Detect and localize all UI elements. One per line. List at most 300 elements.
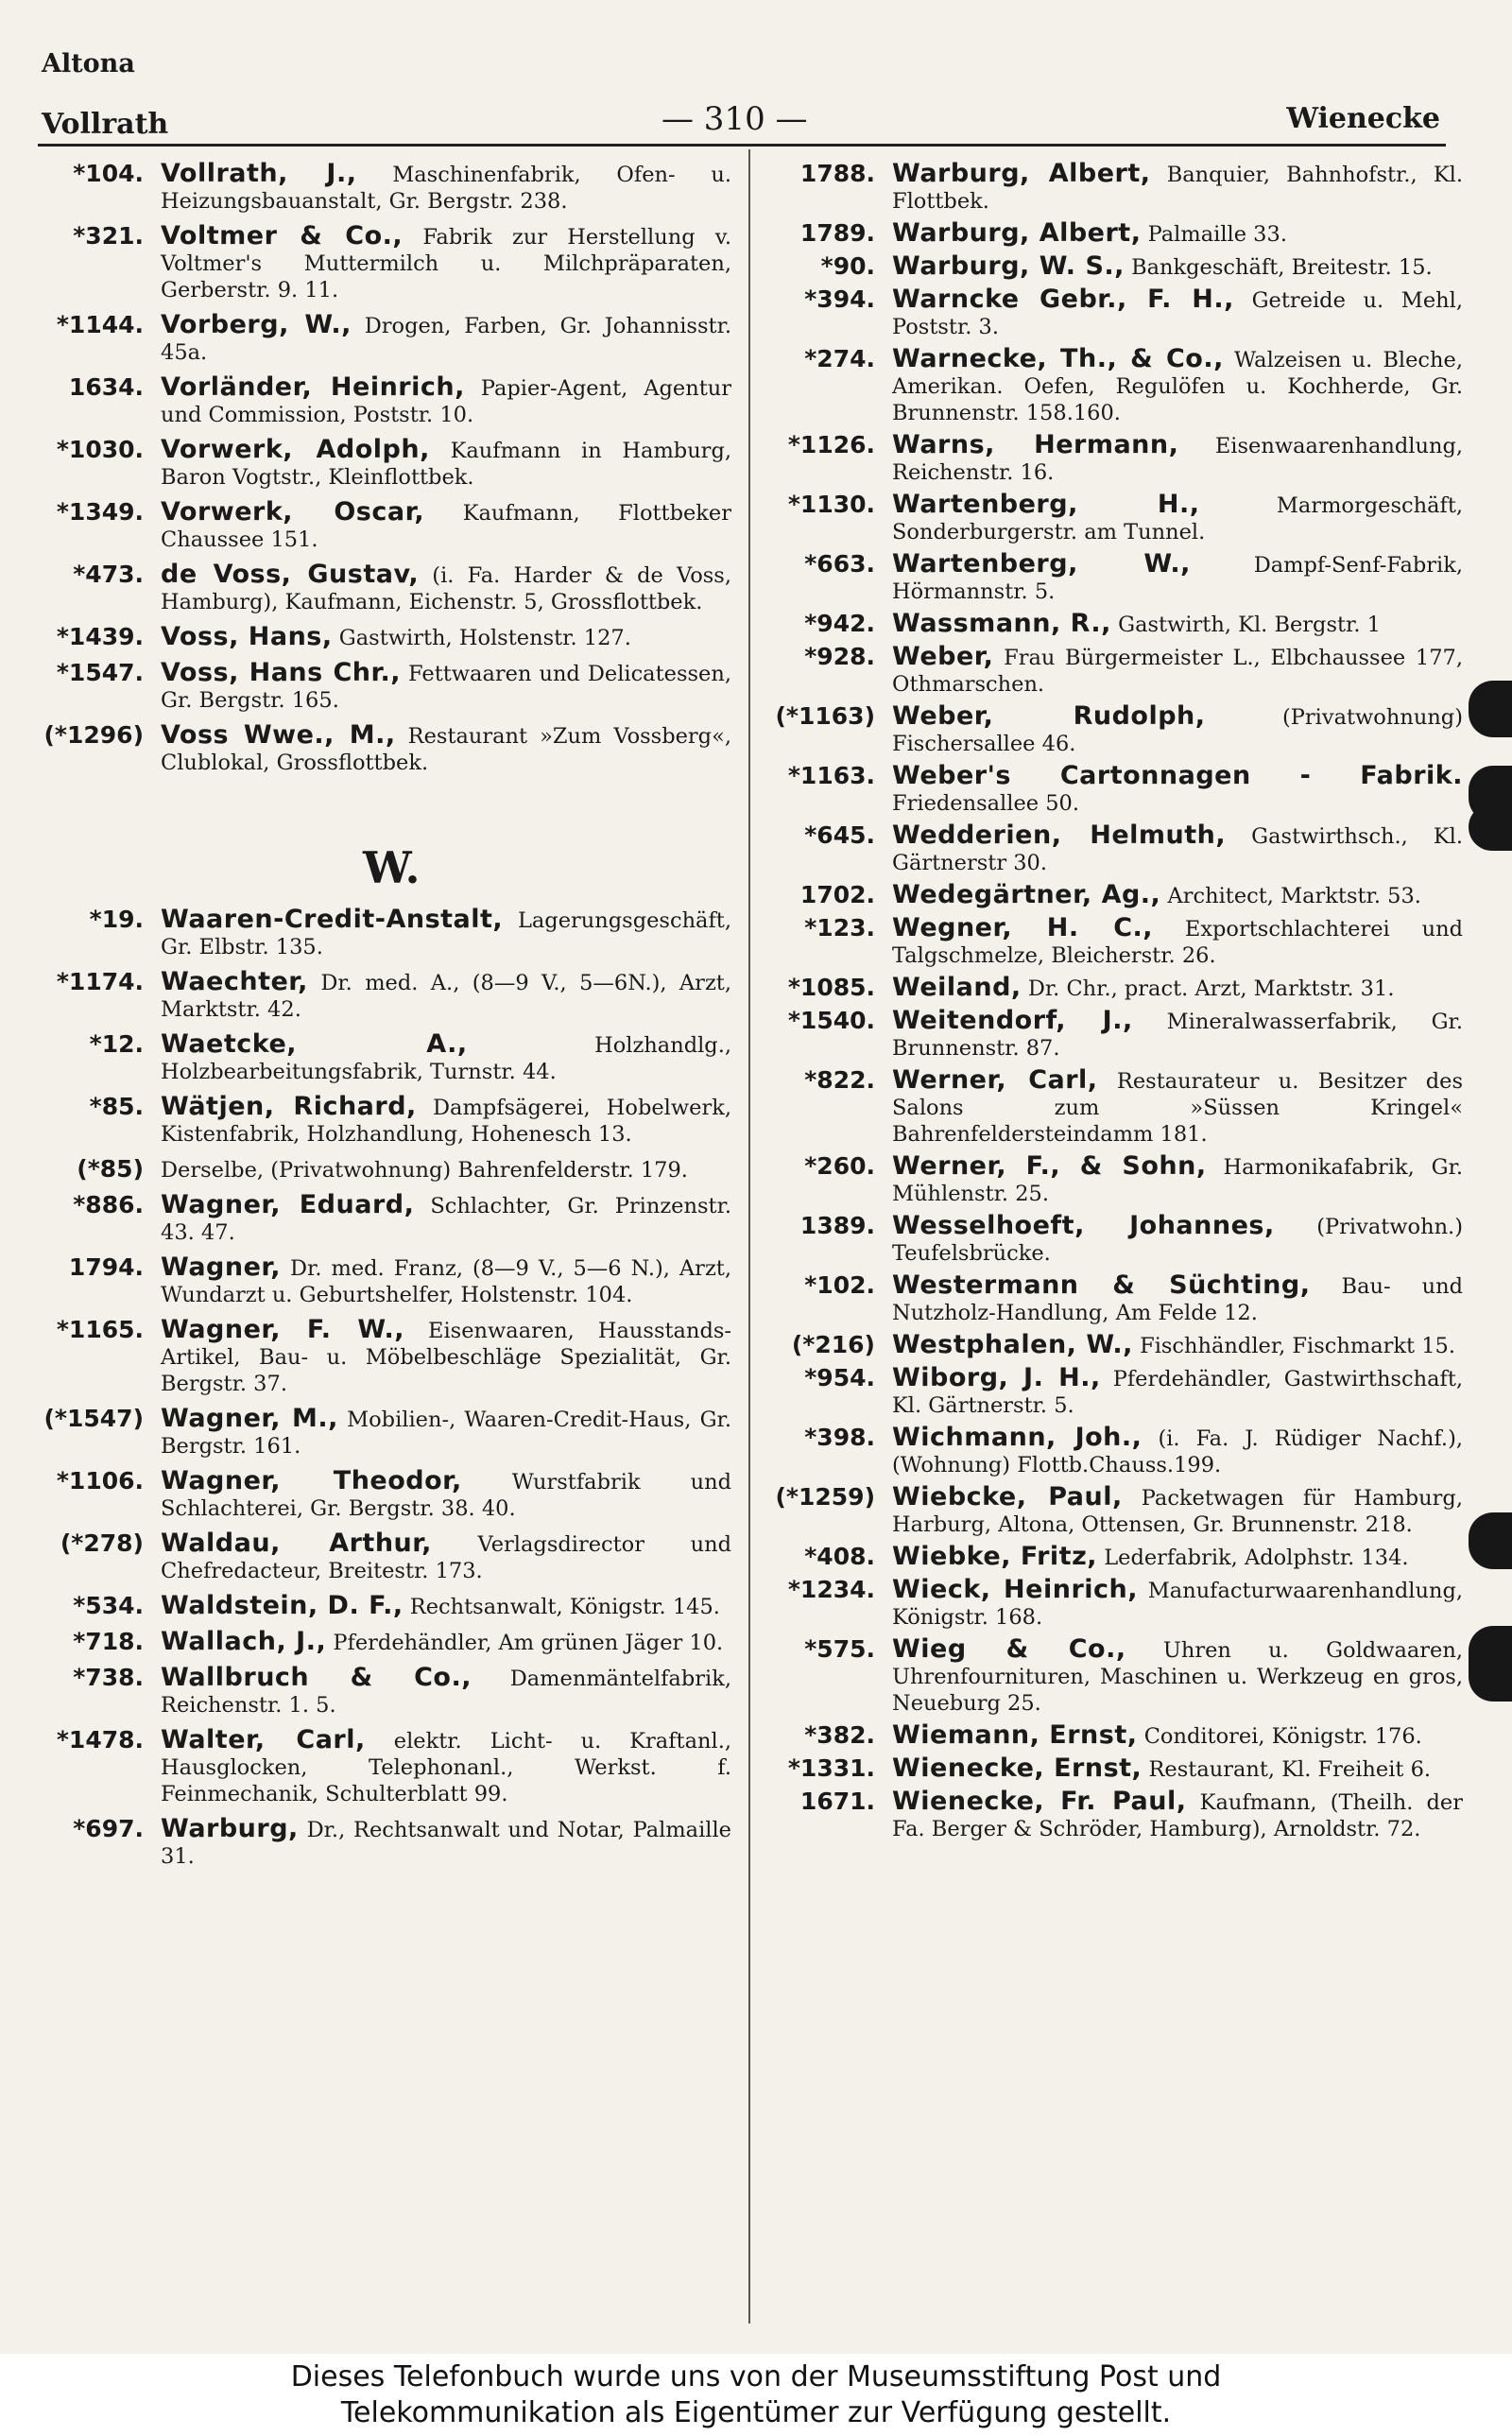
subscriber-name: Vorwerk, Adolph,: [161, 435, 430, 464]
directory-entry: [32, 1254, 731, 1308]
phone-number: *1331.: [787, 1754, 875, 1782]
subscriber-details: Getreide u. Mehl, Poststr. 3.: [892, 288, 1463, 339]
phone-number: 1389.: [799, 1212, 875, 1239]
subscriber-name: Wiborg, J. H.,: [892, 1363, 1101, 1392]
phone-number: *473.: [73, 561, 144, 588]
phone-number: 1789.: [799, 219, 875, 247]
phone-number: *1478.: [56, 1726, 144, 1754]
subscriber-name: Werner, Carl,: [892, 1065, 1098, 1095]
directory-entry: [32, 660, 731, 714]
directory-entry: [32, 437, 731, 491]
phone-number: (*1259): [775, 1483, 875, 1511]
entry-body: [161, 1031, 731, 1085]
directory-entry: [32, 1406, 731, 1460]
subscriber-name: Waechter,: [161, 967, 308, 996]
entry-body: [892, 1365, 1463, 1419]
entry-body: [892, 975, 1463, 1002]
subscriber-name: Wagner, M.,: [161, 1404, 338, 1433]
subscriber-name: Walter, Carl,: [161, 1725, 366, 1754]
running-head-first-entry: Vollrath: [42, 108, 169, 141]
subscriber-details: Wurstfabrik und Schlachterei, Gr. Bergstr. 38. 40.: [161, 1470, 731, 1521]
directory-entry: [764, 822, 1463, 876]
entry-body: [161, 624, 731, 651]
subscriber-details: (i. Fa. Harder & de Voss, Hamburg), Kaufmann, Eichenstr. 5, Grossflottbek.: [161, 563, 731, 614]
directory-entry: [32, 561, 731, 615]
directory-entry: [764, 1484, 1463, 1538]
subscriber-details: Rechtsanwalt, Königstr. 145.: [409, 1595, 720, 1619]
subscriber-details: (Privatwohn.) Teufelsbrücke.: [892, 1215, 1463, 1266]
directory-entry: [764, 1332, 1463, 1359]
subscriber-name: Wagner,: [161, 1253, 282, 1282]
subscriber-name: Waldstein, D. F.,: [161, 1591, 404, 1620]
directory-entry: [764, 644, 1463, 698]
phone-number: *321.: [73, 222, 144, 250]
subscriber-name: Wedderien, Helmuth,: [892, 821, 1227, 850]
entry-body: [161, 1192, 731, 1246]
subscriber-details: Pferdehändler, Gastwirthschaft, Kl. Gärtnerstr. 5.: [892, 1367, 1464, 1418]
directory-entry: [32, 1468, 731, 1522]
entry-body: [892, 644, 1463, 698]
subscriber-name: Warburg, Albert,: [892, 159, 1151, 188]
subscriber-name: Vorwerk, Oscar,: [161, 497, 425, 527]
subscriber-name: Wieg & Co.,: [892, 1634, 1126, 1664]
directory-entry: [32, 374, 731, 428]
phone-number: *928.: [804, 643, 875, 670]
subscriber-name: Warburg,: [161, 1814, 299, 1843]
subscriber-details: Dr. Chr., pract. Arzt, Marktstr. 31.: [1027, 976, 1395, 1001]
directory-entry: [32, 722, 731, 776]
subscriber-details: Mineralwasserfabrik, Gr. Brunnenstr. 87.: [892, 1010, 1463, 1061]
entry-body: [161, 1593, 731, 1620]
phone-number: (*1163): [775, 702, 875, 730]
directory-entry: [764, 882, 1463, 909]
directory-entry: [764, 1153, 1463, 1207]
subscriber-name: Warburg, Albert,: [892, 218, 1142, 248]
entry-body: [161, 374, 731, 428]
subscriber-name: Waaren-Credit-Anstalt,: [161, 905, 504, 934]
entry-body: [892, 703, 1463, 757]
entry-body: [161, 907, 731, 960]
subscriber-name: Wieck, Heinrich,: [892, 1575, 1138, 1604]
subscriber-details: Uhren u. Goldwaaren, Uhrenfournituren, Maschinen u. Werkzeug en gros, Neueburg 25.: [892, 1638, 1463, 1716]
column-divider: [748, 149, 750, 2324]
entry-body: [892, 915, 1463, 969]
subscriber-details: Drogen, Farben, Gr. Johannisstr. 45a.: [161, 314, 732, 365]
subscriber-details: Gastwirth, Kl. Bergstr. 1: [1118, 613, 1381, 637]
subscriber-name: Warburg, W. S.,: [892, 251, 1125, 281]
phone-number: *1106.: [56, 1467, 144, 1494]
directory-entry: [32, 1317, 731, 1397]
subscriber-name: Wagner, Eduard,: [161, 1190, 415, 1219]
subscriber-details: Banquier, Bahnhofstr., Kl. Flottbek.: [892, 163, 1463, 214]
entry-body: [892, 1484, 1463, 1538]
subscriber-name: Wagner, F. W.,: [161, 1315, 404, 1344]
directory-entry: [764, 1213, 1463, 1267]
directory-entry: [32, 161, 731, 215]
entry-body: [892, 346, 1463, 426]
phone-number: 1702.: [799, 881, 875, 908]
subscriber-details: Walzeisen u. Bleche, Amerikan. Oefen, Regulöfen u. Kochherde, Gr. Brunnenstr. 158.160.: [892, 348, 1463, 425]
entry-body: [892, 1636, 1463, 1717]
subscriber-name: Wiemann, Ernst,: [892, 1720, 1138, 1750]
subscriber-details: Fettwaaren und Delicatessen, Gr. Bergstr. 165.: [161, 662, 732, 713]
subscriber-details: Derselbe, (Privatwohnung) Bahrenfelderstr. 179.: [161, 1158, 688, 1183]
phone-number: *1165.: [56, 1316, 144, 1343]
section-heading: W.: [363, 842, 421, 893]
subscriber-name: Westphalen, W.,: [892, 1330, 1133, 1359]
directory-entry: [32, 312, 731, 366]
entry-body: [892, 882, 1463, 909]
directory-entry: [764, 253, 1463, 281]
entry-body: [892, 1153, 1463, 1207]
directory-entry: [32, 1629, 731, 1656]
subscriber-details: Holzhandlg., Holzbearbeitungsfabrik, Turnstr. 44.: [161, 1033, 732, 1084]
subscriber-name: Wartenberg, W.,: [892, 549, 1191, 579]
subscriber-details: Palmaille 33.: [1147, 222, 1287, 247]
entry-body: [161, 1094, 731, 1148]
subscriber-details: Dr. med. Franz, (8—9 V., 5—6 N.), Arzt, Wundarzt u. Geburtshelfer, Holstenstr. 104.: [161, 1256, 731, 1307]
subscriber-name: Wesselhoeft, Johannes,: [892, 1211, 1275, 1240]
directory-entry: [764, 1577, 1463, 1631]
phone-number: (*216): [791, 1331, 875, 1358]
directory-entry: [764, 1722, 1463, 1750]
phone-number: *663.: [804, 550, 875, 578]
subscriber-name: Wienecke, Ernst,: [892, 1754, 1143, 1783]
subscriber-details: Fischhändler, Fischmarkt 15.: [1140, 1334, 1455, 1358]
entry-body: [892, 161, 1463, 215]
directory-entry: [764, 1272, 1463, 1326]
phone-number: *1126.: [787, 431, 875, 458]
subscriber-name: Voss, Hans Chr.,: [161, 658, 401, 687]
entry-body: [892, 611, 1463, 638]
entry-body: [161, 1530, 731, 1584]
directory-entry: [764, 551, 1463, 605]
entry-body: [161, 969, 731, 1023]
subscriber-details: Restaurant »Zum Vossberg«, Clublokal, Grossflottbek.: [161, 724, 731, 775]
directory-entry: [764, 915, 1463, 969]
phone-number: *1030.: [56, 436, 144, 463]
phone-number: *1547.: [56, 659, 144, 686]
directory-entry: [764, 1755, 1463, 1783]
entry-body: [892, 432, 1463, 486]
phone-number: *104.: [73, 160, 144, 187]
phone-number: *886.: [73, 1191, 144, 1218]
phone-number: *738.: [73, 1664, 144, 1691]
phone-number: *822.: [804, 1066, 875, 1094]
entry-body: [161, 1629, 731, 1656]
binding-tab: [1469, 803, 1512, 851]
entry-body: [161, 561, 731, 615]
entry-body: [161, 660, 731, 714]
phone-number: 1634.: [68, 373, 144, 401]
entry-body: [161, 1317, 731, 1397]
directory-entry: [32, 1031, 731, 1085]
subscriber-name: Wiebke, Fritz,: [892, 1542, 1098, 1571]
subscriber-name: Weber, Rudolph,: [892, 701, 1206, 731]
entry-body: [161, 1665, 731, 1719]
phone-number: *1130.: [787, 491, 875, 518]
directory-entry: [32, 1530, 731, 1584]
right-column: [764, 161, 1463, 1848]
directory-entry: [764, 432, 1463, 486]
subscriber-name: Wichmann, Joh.,: [892, 1423, 1143, 1452]
subscriber-name: Voss, Hans,: [161, 622, 333, 651]
entry-body: [161, 1254, 731, 1308]
subscriber-name: Voltmer & Co.,: [161, 221, 404, 251]
directory-entry: [764, 703, 1463, 757]
phone-number: *398.: [804, 1424, 875, 1451]
phone-number: *954.: [804, 1364, 875, 1391]
subscriber-name: Weber's Cartonnagen - Fabrik.: [892, 761, 1463, 790]
subscriber-name: Wallbruch & Co.,: [161, 1663, 472, 1692]
phone-number: (*1296): [43, 721, 144, 749]
directory-entry: [764, 492, 1463, 545]
directory-entry: [764, 1425, 1463, 1478]
entry-body: [161, 312, 731, 366]
phone-number: *19.: [89, 906, 144, 933]
footer-line-2: Telekommunikation als Eigentümer zur Verfügung gestellt.: [340, 2396, 1172, 2429]
entry-body: [161, 1468, 731, 1522]
subscriber-details: (i. Fa. J. Rüdiger Nachf.), (Wohnung) Flottb.Chauss.199.: [892, 1426, 1463, 1477]
subscriber-details: Packetwagen für Hamburg, Harburg, Altona, Ottensen, Gr. Brunnenstr. 218.: [892, 1486, 1463, 1537]
entry-body: [892, 1425, 1463, 1478]
binding-tab: [1469, 681, 1512, 737]
subscriber-name: Weiland,: [892, 973, 1022, 1002]
phone-number: *697.: [73, 1815, 144, 1842]
subscriber-details: Dampf-Senf-Fabrik, Hörmannstr. 5.: [892, 553, 1464, 604]
subscriber-name: Warnecke, Th., & Co.,: [892, 344, 1224, 373]
directory-entry: [32, 1816, 731, 1870]
phone-number: (*278): [60, 1529, 144, 1557]
subscriber-details: Gastwirthsch., Kl. Gärtnerstr 30.: [892, 824, 1464, 875]
directory-entry: [764, 611, 1463, 638]
directory-entry: [764, 1365, 1463, 1419]
subscriber-name: Wiebcke, Paul,: [892, 1482, 1123, 1512]
entry-body: [161, 1406, 731, 1460]
subscriber-details: Bankgeschäft, Breitestr. 15.: [1131, 255, 1433, 280]
entry-body: [892, 1722, 1463, 1750]
subscriber-name: Werner, F., & Sohn,: [892, 1151, 1207, 1181]
subscriber-details: Lagerungsgeschäft, Gr. Elbstr. 135.: [161, 908, 731, 959]
footer-credit: [0, 2354, 1512, 2436]
directory-entry: [32, 969, 731, 1023]
phone-number: *394.: [804, 285, 875, 313]
entry-body: [892, 1213, 1463, 1267]
binding-tab: [1469, 1626, 1512, 1702]
subscriber-details: Papier-Agent, Agentur und Commission, Poststr. 10.: [161, 376, 732, 427]
directory-entry: [764, 1008, 1463, 1062]
footer-line-1: Dieses Telefonbuch wurde uns von der Museumsstiftung Post und: [290, 2360, 1222, 2393]
phone-number: *718.: [73, 1628, 144, 1655]
directory-entry: [764, 1636, 1463, 1717]
directory-entry: [32, 1593, 731, 1620]
directory-entry: [764, 286, 1463, 340]
phone-number: 1671.: [799, 1788, 875, 1815]
subscriber-name: de Voss, Gustav,: [161, 560, 420, 589]
subscriber-details: Restaurant, Kl. Freiheit 6.: [1148, 1757, 1432, 1782]
subscriber-details: Lederfabrik, Adolphstr. 134.: [1104, 1546, 1409, 1570]
directory-entry: [764, 220, 1463, 248]
subscriber-name: Wassmann, R.,: [892, 609, 1111, 638]
phone-number: *90.: [820, 252, 875, 280]
subscriber-details: Maschinenfabrik, Ofen- u. Heizungsbauanstalt, Gr. Bergstr. 238.: [161, 163, 731, 214]
left-column: [32, 161, 731, 1878]
subscriber-name: Wagner, Theodor,: [161, 1466, 462, 1495]
page-number: — 310 —: [662, 100, 808, 138]
subscriber-details: Schlachter, Gr. Prinzenstr. 43. 47.: [161, 1194, 732, 1245]
phone-number: *102.: [804, 1271, 875, 1299]
subscriber-details: Architect, Marktstr. 53.: [1167, 884, 1421, 908]
subscriber-details: Fabrik zur Herstellung v. Voltmer's Muttermilch u. Milchpräparaten, Gerberstr. 9. 11.: [161, 225, 731, 302]
directory-entry: [764, 1067, 1463, 1148]
directory-entry: [32, 624, 731, 651]
phone-number: *1163.: [787, 762, 875, 789]
entry-body: [161, 1816, 731, 1870]
phone-number: (*1547): [43, 1405, 144, 1432]
phone-number: *1349.: [56, 498, 144, 526]
entry-body: [892, 1272, 1463, 1326]
subscriber-details: Gastwirth, Holstenstr. 127.: [338, 626, 631, 650]
subscriber-name: Wegner, H. C.,: [892, 913, 1154, 942]
entry-body: [892, 1544, 1463, 1571]
directory-entry: [764, 161, 1463, 215]
phone-number: *942.: [804, 610, 875, 637]
entry-body: [892, 822, 1463, 876]
subscriber-details: Conditorei, Königstr. 176.: [1143, 1724, 1422, 1749]
subscriber-details: Harmonikafabrik, Gr. Mühlenstr. 25.: [892, 1155, 1464, 1206]
directory-entry: [32, 1665, 731, 1719]
phone-number: *260.: [804, 1152, 875, 1180]
phone-number: *1540.: [787, 1007, 875, 1034]
subscriber-name: Wartenberg, H.,: [892, 490, 1200, 519]
directory-entry: [32, 907, 731, 960]
entry-body: [892, 1332, 1463, 1359]
subscriber-details: Damenmäntelfabrik, Reichenstr. 1. 5.: [161, 1667, 731, 1718]
subscriber-details: Verlagsdirector und Chefredacteur, Breitestr. 173.: [161, 1532, 732, 1583]
phone-number: *85.: [89, 1093, 144, 1120]
directory-entry: [764, 1788, 1463, 1842]
entry-body: [892, 1788, 1463, 1842]
entry-body: [892, 492, 1463, 545]
subscriber-details: Mobilien-, Waaren-Credit-Haus, Gr. Bergstr. 161.: [161, 1408, 731, 1459]
entry-body: [161, 1156, 731, 1183]
subscriber-details: Friedensallee 50.: [892, 791, 1080, 816]
subscriber-name: Vorländer, Heinrich,: [161, 372, 465, 402]
subscriber-details: Kaufmann, Flottbeker Chaussee 151.: [161, 501, 731, 552]
subscriber-name: Waldau, Arthur,: [161, 1529, 432, 1558]
subscriber-name: Wedegärtner, Ag.,: [892, 880, 1161, 909]
entry-body: [892, 1008, 1463, 1062]
directory-entry: [32, 1156, 731, 1183]
entry-body: [892, 1755, 1463, 1783]
phone-number: *1234.: [787, 1576, 875, 1603]
subscriber-details: Dr. med. A., (8—9 V., 5—6N.), Arzt, Marktstr. 42.: [161, 971, 731, 1022]
entry-body: [161, 499, 731, 553]
entry-body: [892, 286, 1463, 340]
subscriber-details: Frau Bürgermeister L., Elbchaussee 177, Othmarschen.: [892, 646, 1463, 697]
subscriber-details: Restaurateur u. Besitzer des Salons zum »Süssen Kringel« Bahrenfeldersteindamm 181.: [892, 1069, 1463, 1147]
subscriber-name: Weitendorf, J.,: [892, 1006, 1133, 1035]
entry-body: [161, 161, 731, 215]
subscriber-details: (Privatwohnung) Fischersallee 46.: [892, 705, 1463, 756]
entry-body: [892, 1067, 1463, 1148]
phone-number: *534.: [73, 1592, 144, 1619]
entry-body: [161, 1727, 731, 1807]
directory-entry: [764, 975, 1463, 1002]
subscriber-details: Manufacturwaarenhandlung, Königstr. 168.: [892, 1579, 1463, 1630]
directory-entry: [32, 499, 731, 553]
directory-entry: [32, 1094, 731, 1148]
subscriber-details: elektr. Licht- u. Kraftanl., Hausglocken, Telephonanl., Werkst. f. Feinmechanik, Schulterblatt 99.: [161, 1729, 732, 1806]
subscriber-details: Marmorgeschäft, Sonderburgerstr. am Tunnel.: [892, 493, 1464, 544]
entry-body: [161, 223, 731, 303]
entry-body: [892, 1577, 1463, 1631]
phone-number: *645.: [804, 821, 875, 849]
phone-number: *1439.: [56, 623, 144, 650]
entry-body: [161, 437, 731, 491]
entry-body: [161, 722, 731, 776]
subscriber-name: Warncke Gebr., F. H.,: [892, 285, 1234, 314]
phone-number: *382.: [804, 1721, 875, 1749]
subscriber-details: Bau- und Nutzholz-Handlung, Am Felde 12.: [892, 1274, 1463, 1325]
header-rule: [38, 144, 1446, 147]
entry-body: [892, 253, 1463, 281]
subscriber-details: Eisenwaaren, Hausstands-Artikel, Bau- u. Möbelbeschläge Spezialität, Gr. Bergstr. 37.: [161, 1319, 732, 1396]
subscriber-details: Exportschlachterei und Talgschmelze, Bleicherstr. 26.: [892, 917, 1463, 968]
subscriber-name: Wätjen, Richard,: [161, 1092, 417, 1121]
phone-number: *1174.: [56, 968, 144, 995]
directory-entry: [764, 763, 1463, 817]
entry-body: [892, 220, 1463, 248]
phone-number: (*85): [77, 1155, 144, 1183]
subscriber-name: Voss Wwe., M.,: [161, 720, 396, 750]
directory-entry: [764, 1544, 1463, 1571]
phone-number: *123.: [804, 914, 875, 942]
phone-number: *1085.: [787, 974, 875, 1001]
directory-entry: [32, 1192, 731, 1246]
phone-number: *408.: [804, 1543, 875, 1570]
subscriber-name: Waetcke, A.,: [161, 1029, 468, 1059]
subscriber-name: Vollrath, J.,: [161, 159, 357, 188]
subscriber-name: Westermann & Süchting,: [892, 1270, 1311, 1300]
subscriber-name: Weber,: [892, 642, 994, 671]
directory-entry: [32, 223, 731, 303]
subscriber-details: Pferdehändler, Am grünen Jäger 10.: [333, 1631, 724, 1655]
running-head-last-entry: Wienecke: [1286, 102, 1440, 135]
subscriber-details: Eisenwaarenhandlung, Reichenstr. 16.: [892, 434, 1463, 485]
subscriber-details: Kaufmann, (Theilh. der Fa. Berger & Schröder, Hamburg), Arnoldstr. 72.: [892, 1790, 1463, 1841]
phone-number: *1144.: [56, 311, 144, 338]
directory-entry: [764, 346, 1463, 426]
phone-number: 1794.: [68, 1253, 144, 1281]
phone-number: *575.: [804, 1635, 875, 1663]
phone-number: 1788.: [799, 160, 875, 187]
phone-number: *274.: [804, 345, 875, 372]
subscriber-details: Kaufmann in Hamburg, Baron Vogtstr., Kleinflottbek.: [161, 439, 731, 490]
subscriber-name: Vorberg, W.,: [161, 310, 352, 339]
subscriber-details: Dampfsägerei, Hobelwerk, Kistenfabrik, Holzhandlung, Hohenesch 13.: [161, 1096, 731, 1147]
running-head-place: Altona: [42, 49, 135, 78]
binding-tab: [1469, 1512, 1512, 1569]
subscriber-details: Dr., Rechtsanwalt und Notar, Palmaille 31.: [161, 1818, 731, 1869]
subscriber-name: Warns, Hermann,: [892, 430, 1179, 459]
directory-entry: [32, 1727, 731, 1807]
entry-body: [892, 763, 1463, 817]
subscriber-name: Wienecke, Fr. Paul,: [892, 1787, 1187, 1816]
entry-body: [892, 551, 1463, 605]
phone-number: *12.: [89, 1030, 144, 1058]
subscriber-name: Wallach, J.,: [161, 1627, 327, 1656]
